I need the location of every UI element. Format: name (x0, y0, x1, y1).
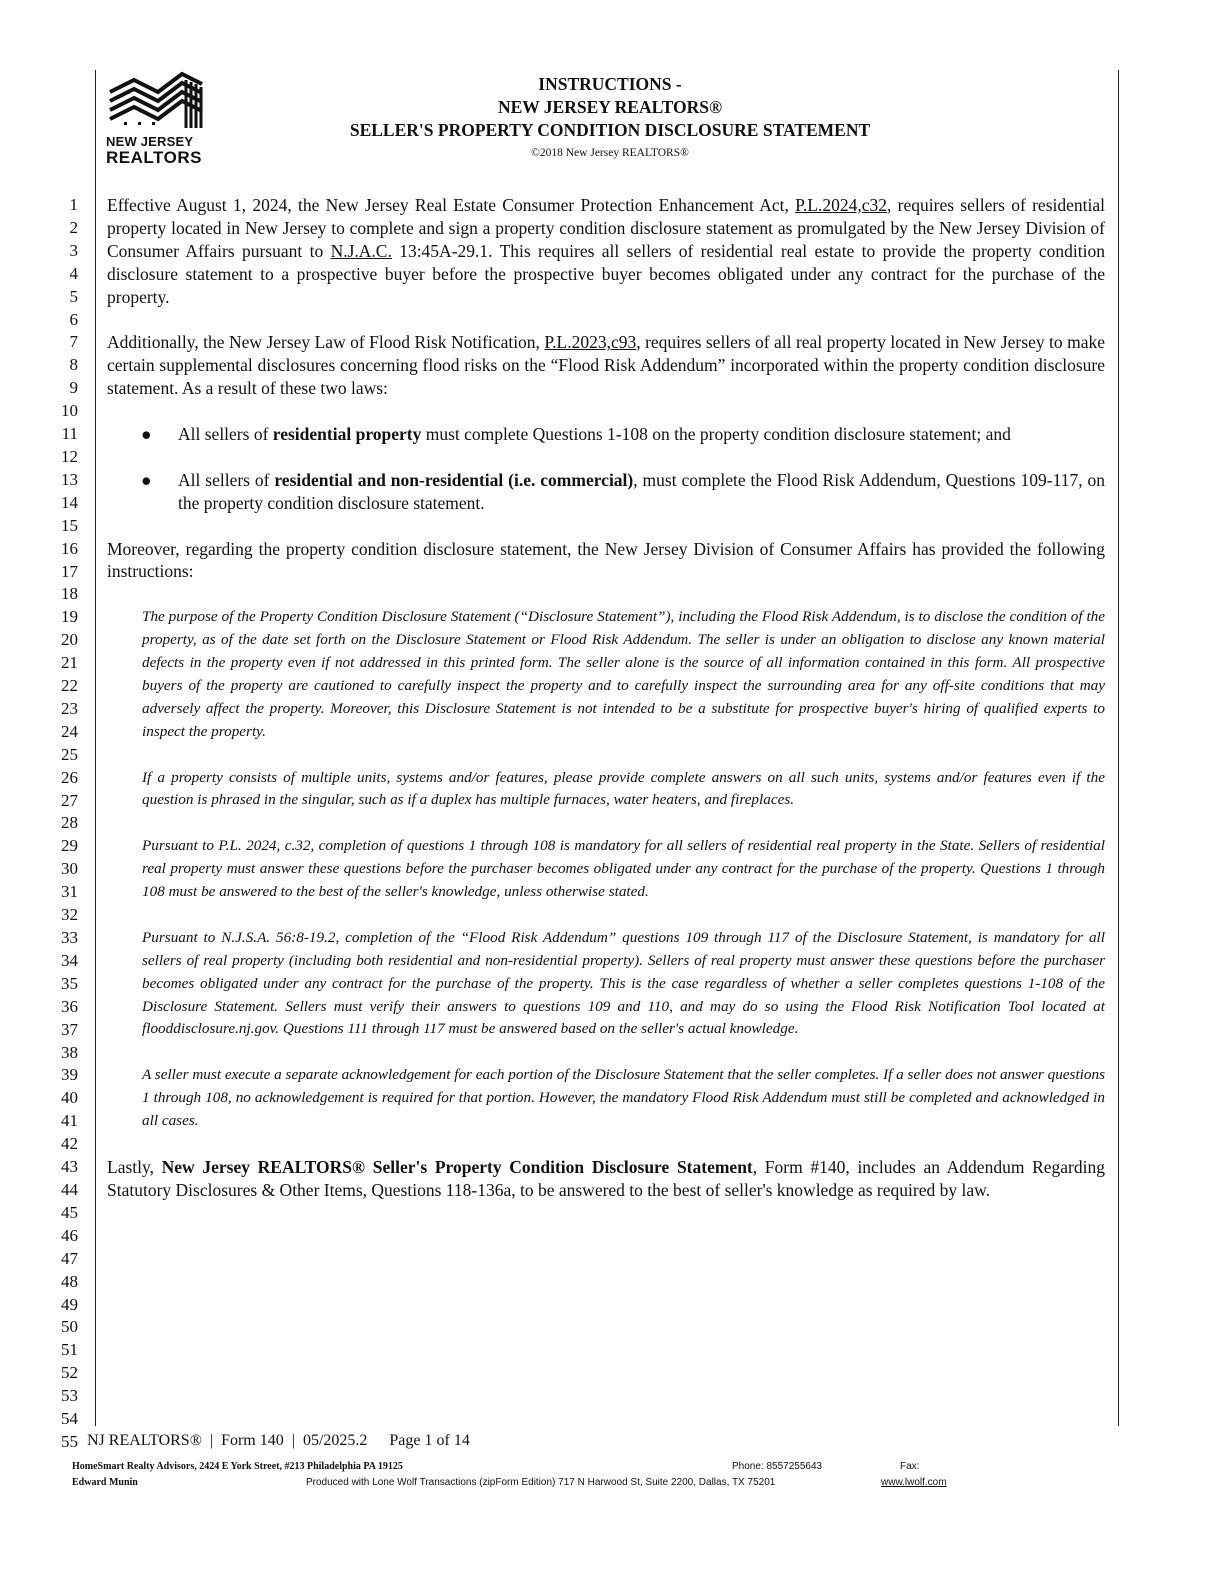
p4-text-a: Lastly, (107, 1156, 162, 1177)
left-margin-line (95, 70, 96, 1426)
footer-form: Form 140 (221, 1432, 284, 1449)
line-number: 20 (61, 630, 78, 650)
line-number: 40 (61, 1088, 78, 1108)
line-number: 55 (61, 1431, 78, 1451)
line-number: 39 (61, 1065, 78, 1085)
document-header (250, 73, 970, 159)
p1-text-a: Effective August 1, 2024, the New Jersey Real Estate Consumer Protection Enhancement Act, (107, 195, 796, 215)
footer-broker: HomeSmart Realty Advisors, 2424 E York Street, #213 Philadelphia PA 19125 (72, 1461, 403, 1472)
p1-text-b: , requires sellers of residential property located in New Jersey to complete and sign a property condition disclosure statement as promulgated by the New Jersey Division of Consumer Affairs pursuant to (107, 195, 1105, 261)
line-number: 31 (61, 882, 78, 902)
footer-sep: | (291, 1432, 295, 1449)
line-number: 28 (61, 813, 78, 833)
line-number: 34 (61, 950, 78, 970)
line-number: 48 (61, 1271, 78, 1291)
line-number: 19 (61, 607, 78, 627)
line-number: 22 (61, 676, 78, 696)
line-number: 29 (61, 836, 78, 856)
instruction-questions-1-108: Pursuant to P.L. 2024, c.32, completion of questions 1 through 108 is mandatory for all sellers of residential real property in the State. Sellers of residential real property must answer these questions before the purchaser becomes obligated under any contract for the purchase of the property. Questions 1 through 108 must be answered to the best of the seller's knowledge, unless otherwise stated. (142, 837, 1105, 900)
header-copyright: ©2018 New Jersey REALTORS® (531, 147, 689, 159)
line-number: 24 (61, 721, 78, 741)
line-number: 10 (61, 401, 78, 421)
logo-line2: REALTORS (106, 148, 202, 167)
line-number: 41 (61, 1111, 78, 1131)
line-number: 23 (61, 698, 78, 718)
line-number: 43 (61, 1157, 78, 1177)
line-number: 50 (61, 1317, 78, 1337)
footer-phone: Phone: 8557255643 (732, 1461, 823, 1472)
line-number: 54 (61, 1409, 78, 1429)
paragraph-lastly (107, 1156, 1105, 1202)
form-footer (87, 1432, 474, 1450)
pl2023-c93-link[interactable]: P.L.2023,c93 (544, 332, 637, 353)
line-number: 21 (61, 653, 78, 673)
paragraph-consumer-protection-act (107, 194, 1105, 309)
paragraph-flood-risk-law (107, 331, 1105, 400)
line-number: 13 (61, 469, 78, 489)
line-number: 6 (69, 309, 78, 329)
line-number: 15 (61, 515, 78, 535)
line-number: 45 (61, 1202, 78, 1222)
p4-text-b: , Form #140, includes an Addendum Regarding Statutory Disclosures & Other Items, Questions 118-136a, to be answered to the best of seller's knowledge as required by law. (107, 1156, 1105, 1200)
line-number: 25 (61, 744, 78, 764)
line-number: 53 (61, 1386, 78, 1406)
line-number: 37 (61, 1019, 78, 1039)
paragraph-dca-instructions-intro: Moreover, regarding the property condition disclosure statement, the New Jersey Division of Consumer Affairs has provided the following instructions: (107, 538, 1105, 582)
line-number: 11 (61, 424, 78, 444)
line-number: 46 (61, 1225, 78, 1245)
header-title-line1: INSTRUCTIONS - (538, 74, 682, 94)
line-number: 49 (61, 1294, 78, 1314)
bullet1-text: All sellers of residential property must complete Questions 1-108 on the property condition disclosure statement; and (178, 424, 1011, 444)
line-number: 26 (61, 767, 78, 787)
line-number: 12 (61, 446, 78, 466)
header-title-line3: SELLER'S PROPERTY CONDITION DISCLOSURE STATEMENT (349, 120, 871, 140)
njac-link[interactable]: N.J.A.C. (330, 240, 392, 261)
line-number: 16 (61, 538, 78, 558)
line-number: 5 (69, 286, 78, 306)
line-number: 44 (61, 1179, 78, 1199)
logo-line1: NEW JERSEY (106, 134, 194, 149)
line-number: 1 (69, 195, 78, 214)
line-number: 52 (61, 1363, 78, 1383)
bullet2-text: All sellers of residential and non-residential (i.e. commercial), must complete the Flood Risk Addendum, Questions 109-117, on the property condition disclosure statement. (178, 469, 1105, 513)
footer-url-link[interactable]: www.lwolf.com (881, 1477, 947, 1488)
bullet-dot-icon: ● (141, 424, 152, 444)
line-number: 51 (61, 1340, 78, 1360)
p2-text-b: , requires sellers of all real property located in New Jersey to make certain supplemental disclosures concerning flood risks on the “Flood Risk Addendum” incorporated within the property condition disclosure statement. As a result of these two laws: (107, 332, 1105, 399)
logo-wordmark (106, 134, 202, 166)
line-number: 8 (69, 355, 78, 375)
instruction-multiple-units: If a property consists of multiple units, systems and/or features, please provide complete answers on all such units, systems and/or features even if the question is phrased in the singular, such as if a duplex has multiple furnaces, water heaters, and fireplaces. (142, 768, 1105, 809)
line-number: 33 (61, 928, 78, 947)
line-number: 4 (69, 263, 78, 283)
p4-form-title: New Jersey REALTORS® Seller's Property Condition Disclosure Statement (161, 1156, 753, 1177)
line-number: 35 (61, 973, 78, 993)
line-number: 36 (61, 996, 78, 1016)
line-number-column (40, 194, 78, 1454)
instruction-acknowledgement: A seller must execute a separate acknowledgement for each portion of the Disclosure Statement that the seller completes. If a seller does not answer questions 1 through 108, no acknowledgement is required for that portion. However, the mandatory Flood Risk Addendum must still be completed and acknowledged in all cases. (142, 1066, 1105, 1129)
instruction-flood-risk-addendum: Pursuant to N.J.S.A. 56:8-19.2, completion of the “Flood Risk Addendum” questions 109 through 117 of the Disclosure Statement, is mandatory for all sellers of real property (including both residential and non-residential property). Sellers of real property must answer these questions before the purchaser becomes obligated under any contract for the purchase of the property. This is the case regardless of whether a seller completes questions 1-108 of the Disclosure Statement. Sellers must verify their answers to questions 109 and 110, and may do so using the Flood Risk Notification Tool located at flooddisclosure.nj.gov. Questions 111 through 117 must be answered based on the seller's actual knowledge. (142, 928, 1105, 1038)
footer-page: Page 1 of 14 (389, 1432, 470, 1449)
line-number: 38 (61, 1042, 78, 1062)
footer-org: NJ REALTORS® (87, 1432, 202, 1449)
footer-sep: | (209, 1432, 214, 1449)
line-number: 32 (61, 905, 78, 925)
line-number: 47 (61, 1248, 78, 1268)
footer-fax: Fax: (900, 1461, 920, 1472)
line-number: 3 (69, 240, 78, 260)
line-number: 18 (61, 584, 78, 604)
footer-agent: Edward Munin (72, 1477, 138, 1488)
pl2024-c32-link[interactable]: P.L.2024,c32 (795, 195, 888, 215)
line-number: 42 (61, 1134, 78, 1154)
line-number: 9 (69, 378, 78, 398)
line-number: 17 (61, 561, 78, 581)
header-title-line2: NEW JERSEY REALTORS® (497, 97, 723, 117)
footer-produced: Produced with Lone Wolf Transactions (zipForm Edition) 717 N Harwood St, Suite 2200, Dallas, TX 75201 (306, 1477, 776, 1488)
line-number: 7 (69, 332, 78, 352)
bullet-dot-icon: ● (141, 469, 152, 490)
line-number: 2 (69, 217, 78, 237)
line-number: 30 (61, 859, 78, 879)
p1-text-c: 13:45A-29.1. This requires all sellers of residential real estate to provide the property condition disclosure statement to a prospective buyer before the prospective buyer becomes obligated under any contract for the purchase of the property. (107, 240, 1105, 307)
footer-date: 05/2025.2 (302, 1432, 368, 1449)
line-number: 27 (61, 790, 78, 810)
line-number: 14 (61, 492, 78, 512)
right-margin-line (1118, 70, 1119, 1426)
instruction-purpose: The purpose of the Property Condition Disclosure Statement (“Disclosure Statement”), including the Flood Risk Addendum, is to disclose the condition of the property, as of the date set forth on the Disclosure Statement or Flood Risk Addendum. The seller is under an obligation to disclose any known material defects in the property even if not addressed in this printed form. The seller alone is the source of all information contained in this form. All prospective buyers of the property are cautioned to carefully inspect the property and to carefully inspect the surrounding area for any off-site conditions that may adversely affect the property. Moreover, this Disclosure Statement is not intended to be a substitute for prospective buyer's hiring of qualified experts to inspect the property. (142, 608, 1105, 740)
p2-text-a: Additionally, the New Jersey Law of Flood Risk Notification, (107, 332, 545, 353)
